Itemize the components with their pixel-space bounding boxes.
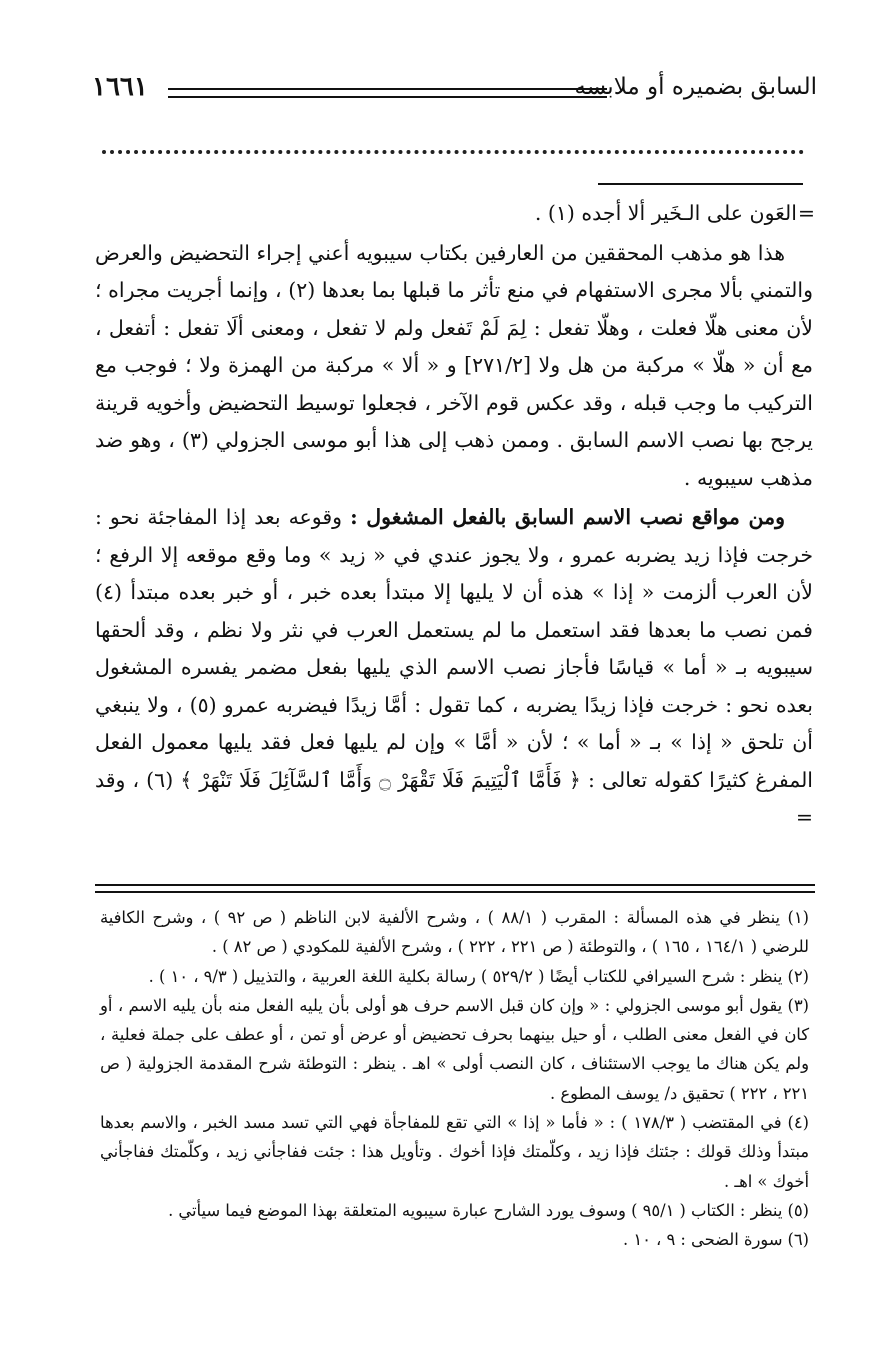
footnote-4: (٤) في المقتضب ( ١٧٨/٣ ) : « فأما « إذا » التي تقع للمفاجأة فهي التي تسد مسد الخبر ، والاسم بعدها مبتدأ وذلك قولك : جئتك فإذا زيد ، وكلّمتك فإذا أخوك . وتأويل هذا : جئت ففاجأني زيد ، وكلّمتك ففاجأني أخوك » اهـ . bbox=[100, 1113, 809, 1191]
paragraph-2: هذا هو مذهب المحققين من العارفين بكتاب سيبويه أعني إجراء التحضيض والعرض والتمني بألا مجرى الاستفهام في منع تأثر ما قبلها بما بعدها (٢) ، وإنما أجريت مجراه ؛ لأن معنى هلّا فعلت ، وهلّا تفعل : لِمَ لَمْ تَفعل ولم لا تفعل ، ومعنى ألَا تفعل : أتفعل ، مع أن « هلّا » مركبة من هل ولا [٢٧١/٢] و « ألا » مركبة من الهمزة ولا ؛ فوجب مع التركيب ما وجب قبله ، وقد عكس قوم الآخر ، فجعلوا توسيط التحضيض وأخويه قرينة يرجح بها نصب الاسم السابق . وممن ذهب إلى هذا أبو موسى الجزولي (٣) ، وهو ضد مذهب سيبويه . bbox=[95, 240, 813, 490]
dotted-separator bbox=[102, 150, 804, 154]
footnote-6: (٦) سورة الضحى : ٩ ، ١٠ . bbox=[623, 1230, 809, 1250]
paragraph-1-text: العَون على الـخَير ألا أجده (١) . bbox=[534, 201, 797, 225]
paragraph-3 bbox=[95, 499, 813, 837]
header-title: السابق بضميره أو ملابسه bbox=[574, 74, 817, 100]
paragraph-3-tail: (٦) ، وقد = bbox=[95, 767, 813, 829]
footnote-1: (١) ينظر في هذه المسألة : المقرب ( ٨٨/١ ) ، وشرح الألفية لابن الناظم ( ص ٩٢ ) ، وشرح الكافية للرضي ( ١٦٤/١ ، ١٦٥ ) ، والتوطئة ( ص ٢٢١ ، ٢٢٢ ) ، وشرح الألفية للمكودي ( ص ٨٢ ) . bbox=[100, 908, 809, 957]
continuation-rule bbox=[598, 183, 803, 185]
footnote-2: (٢) ينظر : شرح السيرافي للكتاب أيضًا ( ٥٢٩/٢ ) رسالة بكلية اللغة العربية ، والتذييل ( ٩/٣ ، ١٠ ) . bbox=[148, 966, 809, 986]
page-number: ١٦٦١ bbox=[92, 72, 148, 102]
paragraph-3-text: وقوعه بعد إذا المفاجئة نحو : خرجت فإذا زيد يضربه عمرو ، ولا يجوز عندي في « زيد » وما وقع موقعه إلا الرفع ؛ لأن العرب ألزمت « إذا » هذه أن لا يليها إلا مبتدأ بعده خبر ، أو خبر بعده مبتدأ (٤) فمن نصب ما بعدها فقد استعمل ما لم يستعمل العرب في نثر ولا نظم ، وقد ألحقها سيبويه بـ « أما » قياسًا فأجاز نصب الاسم الذي يليها بفعل مضمر يفسره المشغول بعده نحو : خرجت فإذا زيدًا يضربه ، كما تقول : أمَّا زيدًا فيضربه عمرو (٥) ، ولا ينبغي أن تلحق « إذا » بـ « أما » ؛ لأن « أمَّا » وإن لم يليها فعل فقد يليها معمول الفعل المفرغ كثيرًا كقوله تعالى : bbox=[95, 505, 814, 792]
running-header bbox=[92, 72, 817, 112]
header-rule bbox=[168, 88, 607, 98]
footnote-separator bbox=[95, 884, 815, 893]
footnote-3: (٣) يقول أبو موسى الجزولي : « وإن كان قبل الاسم حرف هو أولى بأن يليه الفعل منه بأن يليه الاسم ، أو كان في الفعل معنى الطلب ، أو حيل بينهما بحرف تحضيض أو عرض أو تمن ، أو عطف على جملة فعلية ، ولم يكن هناك ما يوجب الاستئناف ، كان النصب أولى » اهـ . ينظر : التوطئة شرح المقدمة الجزولية ( ص ٢٢١ ، ٢٢٢ ) تحقيق د/ يوسف المطوع . bbox=[100, 995, 809, 1103]
footnote-5: (٥) ينظر : الكتاب ( ٩٥/١ ) وسوف يورد الشارح عبارة سيبويه المتعلقة بهذا الموضع فيما سيأتي . bbox=[168, 1200, 809, 1220]
paragraph-continuation bbox=[95, 195, 813, 233]
quran-verse: ﴿ فَأَمَّا ٱلْيَتِيمَ فَلَا تَقْهَرْ ۝ وَأَمَّا ٱلسَّآئِلَ فَلَا تَنْهَرْ ﴾ bbox=[173, 767, 588, 792]
main-text bbox=[95, 195, 813, 837]
footnotes bbox=[100, 903, 809, 1255]
continuation-marker: = bbox=[797, 201, 815, 225]
paragraph-3-heading: ومن مواقع نصب الاسم السابق بالفعل المشغول : bbox=[350, 505, 786, 529]
